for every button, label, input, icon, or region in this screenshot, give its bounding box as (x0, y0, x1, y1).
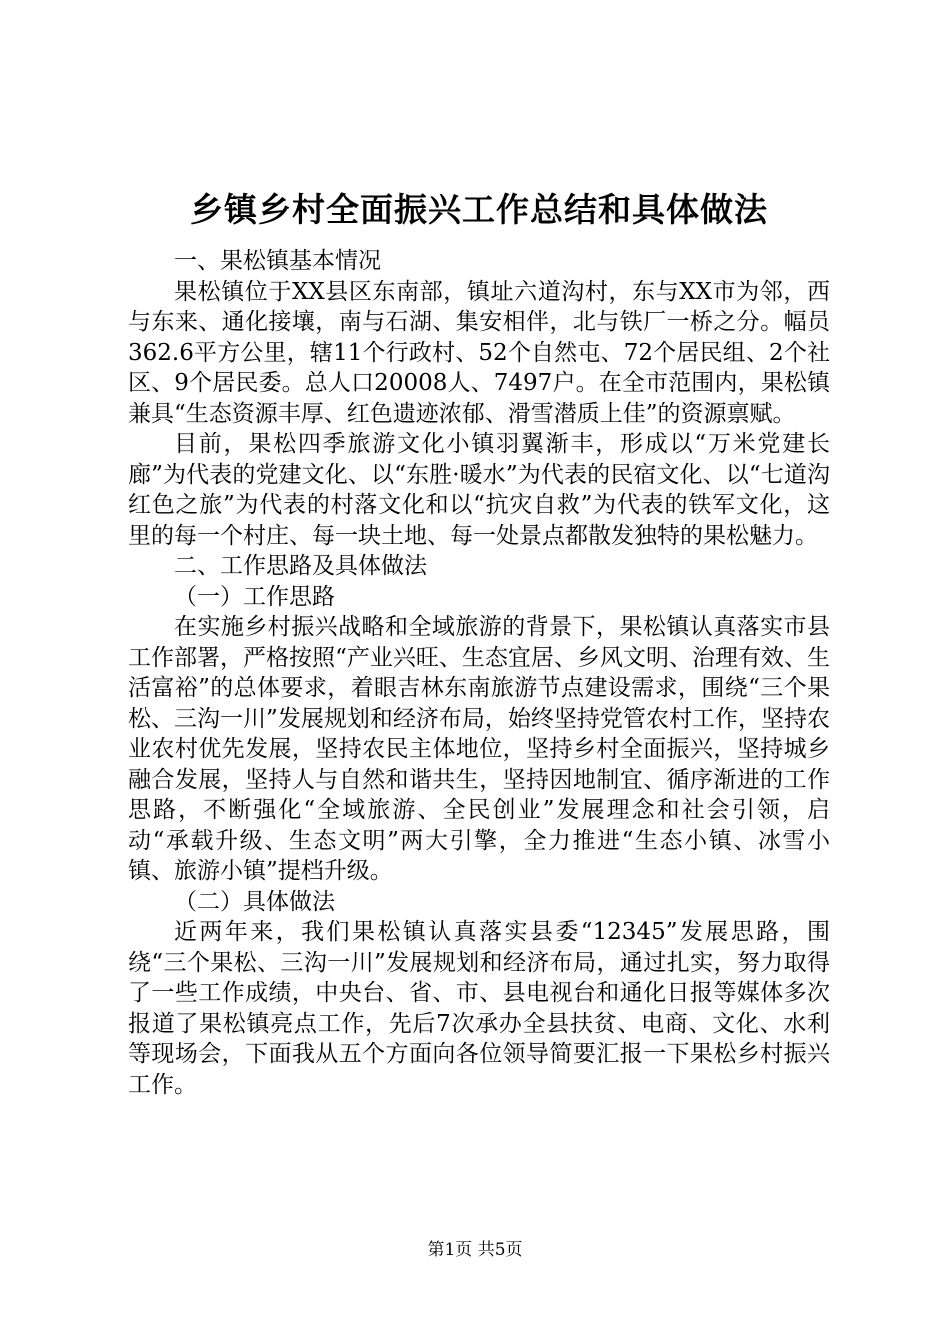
section-heading-2: 二、工作思路及具体做法 (174, 553, 427, 579)
page-number-footer: 第1页 共5页 (427, 1240, 523, 1260)
document-page (128, 180, 830, 1100)
paragraph-tourism-town: 目前，果松四季旅游文化小镇羽翼渐丰，形成以“万米党建长廊”为代表的党建文化、以“东胜·暖水”为代表的民宿文化、以“七道沟红色之旅”为代表的村落文化和以“抗灾自救”为代表的铁军文化，这里的每一个村庄、每一块土地、每一处景点都散发独特的果松魅力。 (128, 431, 830, 549)
subsection-heading-2: （二）具体做法 (174, 888, 335, 915)
document-title: 乡镇乡村全面振兴工作总结和具体做法 (190, 190, 768, 229)
paragraph-specific-methods: 近两年来，我们果松镇认真落实县委“12345”发展思路，围绕“三个果松、三沟一川”发展规划和经济布局，通过扎实，努力取得了一些工作成绩，中央台、省、市、县电视台和通化日报等媒体多次报道了果松镇亮点工作，先后7次承办全县扶贫、电商、文化、水利等现场会，下面我从五个方面向各位领导简要汇报一下果松乡村振兴工作。 (128, 919, 830, 1098)
paragraph-basic-info: 果松镇位于XX县区东南部，镇址六道沟村，东与XX市为邻，西与东来、通化接壤，南与石湖、集安相伴，北与铁厂一桥之分。幅员362.6平方公里，辖11个行政村、52个自然屯、72个居民组、2个社区、9个居民委。总人口20008人、7497户。在全市范围内，果松镇兼具“生态资源丰厚、红色遗迹浓郁、滑雪潜质上佳”的资源禀赋。 (128, 278, 830, 427)
paragraph-work-approach: 在实施乡村振兴战略和全域旅游的背景下，果松镇认真落实市县工作部署，严格按照“产业兴旺、生态宜居、乡风文明、治理有效、生活富裕”的总体要求，着眼吉林东南旅游节点建设需求，围绕“三个果松、三沟一川”发展规划和经济布局，始终坚持党管农村工作，坚持农业农村优先发展，坚持农民主体地位，坚持乡村全面振兴，坚持城乡融合发展，坚持人与自然和谐共生，坚持因地制宜、循序渐进的工作思路，不断强化“全域旅游、全民创业”发展理念和社会引领，启动“承载升级、生态文明”两大引擎，全力推进“生态小镇、冰雪小镇、旅游小镇”提档升级。 (128, 614, 830, 884)
section-heading-1: 一、果松镇基本情况 (174, 248, 381, 274)
subsection-heading-1: （一）工作思路 (174, 583, 335, 610)
